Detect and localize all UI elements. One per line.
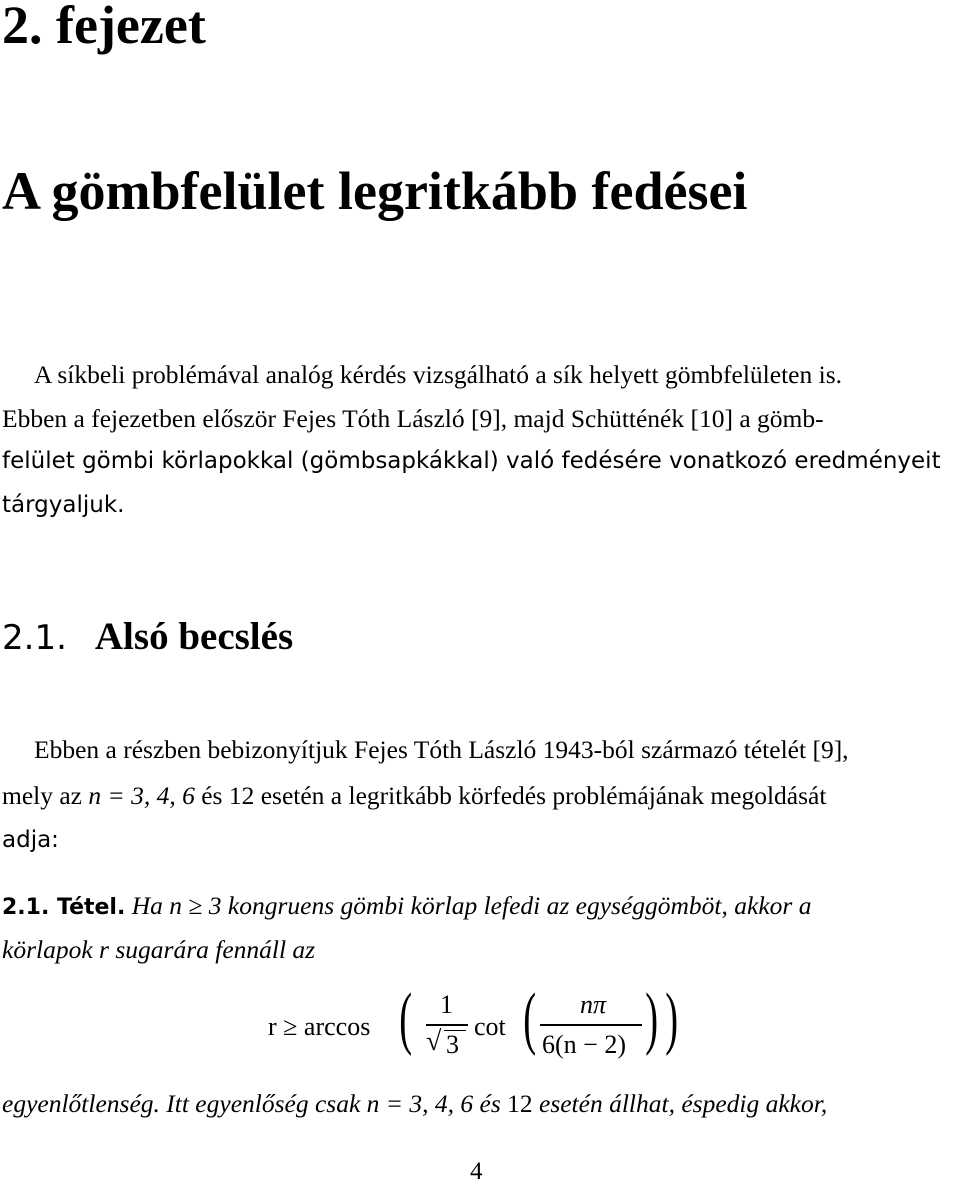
section-line-2-num: 12 bbox=[228, 781, 255, 810]
formula-paren-open-inner: ( bbox=[523, 980, 537, 1057]
intro-line-1: A síkbeli problémával analóg kérdés vizsgálható a sík helyett gömbfelületen is. bbox=[34, 360, 842, 389]
theorem-l3-b: esetén állhat, éspedig akkor, bbox=[539, 1089, 828, 1118]
formula-sqrt-icon: √ bbox=[426, 1026, 442, 1057]
formula-fraction-bar-2 bbox=[540, 1024, 642, 1026]
theorem-l1-b: kongruens gömbi körlap lefedi az egységgömböt, akkor a bbox=[227, 891, 812, 920]
formula-num1: 1 bbox=[440, 990, 453, 1019]
theorem-line-2 bbox=[2, 937, 315, 963]
section-number: 2.1. bbox=[2, 618, 67, 658]
theorem-l2-r: r bbox=[99, 935, 109, 964]
display-formula bbox=[268, 980, 698, 1064]
theorem-line-1 bbox=[2, 893, 811, 919]
theorem-l3-math: n = 3, 4, 6 bbox=[366, 1089, 474, 1118]
formula-den2: 6(n − 2) bbox=[542, 1030, 626, 1059]
formula-den1: 3 bbox=[446, 1030, 459, 1059]
page-number: 4 bbox=[470, 1158, 483, 1185]
formula-num2: nπ bbox=[580, 990, 607, 1019]
chapter-title: A gömbfelület legritkább fedései bbox=[2, 161, 748, 221]
intro-line-2: Ebben a fejezetben először Fejes Tóth László [9], majd Schütténék [10] a gömb- bbox=[2, 404, 824, 433]
section-title: Alsó becslés bbox=[94, 615, 294, 658]
chapter-number: 2. fejezet bbox=[2, 0, 206, 55]
section-line-2-prefix: mely az bbox=[2, 781, 82, 810]
formula-paren-close-inner: ) bbox=[645, 980, 659, 1057]
section-line-2-math: n = 3, 4, 6 bbox=[88, 781, 195, 810]
theorem-l3-a: egyenlőtlenség. Itt egyenlőség csak bbox=[2, 1089, 361, 1118]
formula-paren-open-outer: ( bbox=[399, 980, 413, 1057]
section-line-2-and: és bbox=[201, 781, 223, 810]
theorem-l2-b: sugarára fennáll az bbox=[115, 935, 316, 964]
section-heading bbox=[2, 614, 293, 659]
intro-line-3: felület gömbi körlapokkal (gömbsapkákkal) való fedésére vonatkozó eredményeit bbox=[2, 448, 941, 474]
theorem-label: 2.1. Tétel. bbox=[2, 895, 126, 920]
theorem-l3-num: 12 bbox=[507, 1089, 533, 1118]
formula-cot: cot bbox=[474, 1012, 506, 1041]
theorem-line-3 bbox=[2, 1091, 827, 1117]
section-line-1: Ebben a részben bebizonyítjuk Fejes Tóth László 1943-ból származó tételét [9], bbox=[34, 735, 849, 764]
theorem-l1-math: n ≥ 3 bbox=[169, 891, 222, 920]
formula-paren-close-outer: ) bbox=[665, 980, 679, 1057]
theorem-l1-a: Ha bbox=[131, 891, 163, 920]
theorem-l2-a: körlapok bbox=[2, 935, 93, 964]
section-line-3: adja: bbox=[2, 827, 59, 853]
section-line-2-suffix: esetén a legritkább körfedés problémájának megoldását bbox=[260, 781, 827, 810]
section-line-2 bbox=[2, 783, 826, 809]
formula-lhs: r ≥ arccos bbox=[268, 1012, 371, 1041]
theorem-l3-and: és bbox=[479, 1089, 501, 1118]
intro-line-4: tárgyaljuk. bbox=[2, 492, 125, 518]
